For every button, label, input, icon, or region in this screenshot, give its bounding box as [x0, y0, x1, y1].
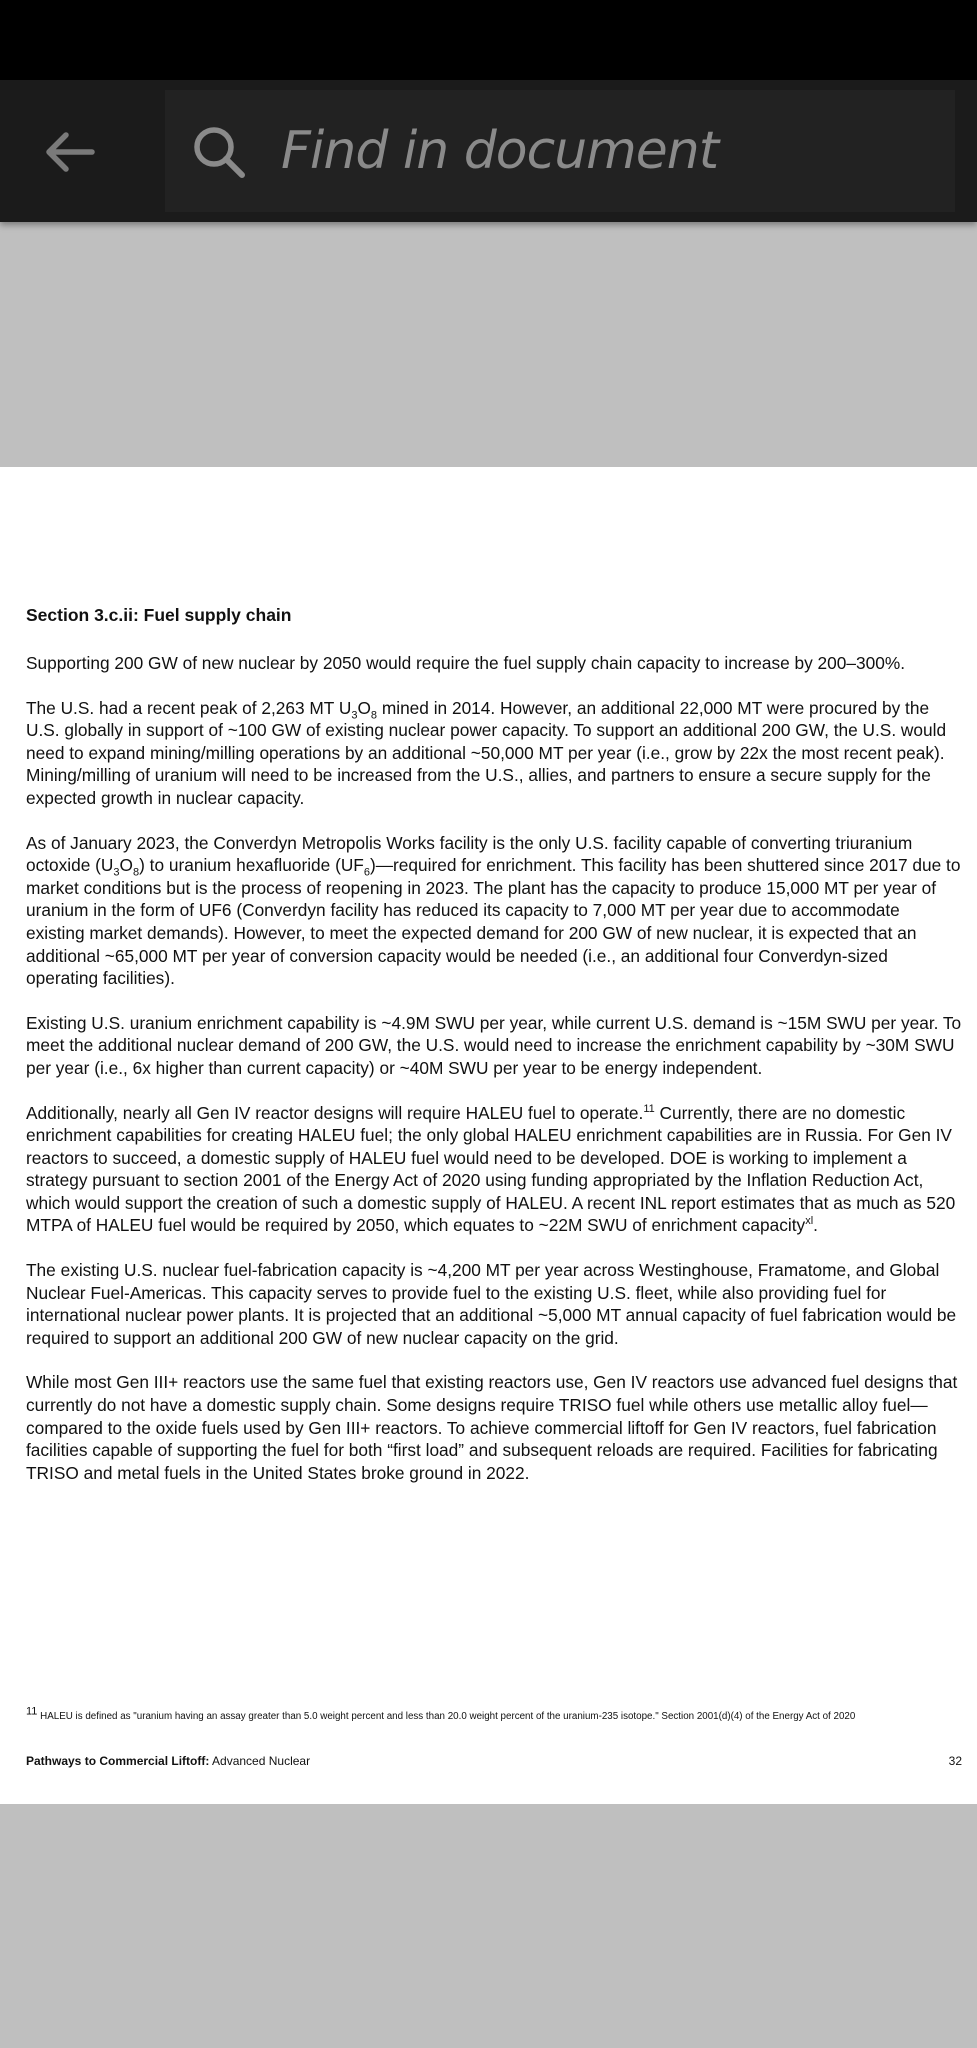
search-box[interactable] [165, 90, 955, 212]
page-number: 32 [948, 1754, 962, 1768]
search-input[interactable] [281, 114, 921, 188]
paragraph-1: Supporting 200 GW of new nuclear by 2050 would require the fuel supply chain capacity to increase by 200–300%. [26, 653, 906, 673]
paragraph-3: As of January 2023, the Converdyn Metropolis Works facility is the only U.S. facility capable of converting triuranium octoxide $(U_3O_8)$ to uranium hexafluoride $(UF_6)—required$ for enrichment. This facility has been shuttered since 2017 due to market conditions but is the process of reopening in 2023. The plant has the capacity to produce 15,000 MT per year of uranium in the form of UF6 (Converdyn facility has reduced its capacity to 7,000 MT per year due to accommodate existing market demands). However, to meet the expected demand for 200 GW of new nuclear, it is expected that an additional ~65,000 MT per year of conversion capacity would be needed (i.e., an additional four Converdyn-sized operating facilities). [26, 832, 961, 989]
endnote-ref[interactable]: xl [805, 1215, 814, 1228]
footnote-ref[interactable]: 11 [643, 1102, 655, 1115]
status-bar [0, 0, 977, 80]
paragraph-7: While most Gen III+ reactors use the same fuel that existing reactors use, Gen IV reactors use advanced fuel designs that currently do not have a domestic supply chain. Some designs require TRISO fuel while others use metallic alloy fuel—compared to the oxide fuels used by Gen III+ reactors. To achieve commercial liftoff for Gen IV reactors, fuel fabrication facilities capable of supporting the fuel for both “first load” and subsequent reloads are required. Facilities for fabricating TRISO and metal fuels in the United States broke ground in 2022. [26, 1372, 958, 1483]
arrow-left-icon [44, 130, 96, 174]
footer-report-title: Pathways to Commercial Liftoff: [26, 1754, 210, 1768]
document-page [0, 467, 977, 1804]
back-button[interactable] [40, 122, 100, 182]
paragraph-6: The existing U.S. nuclear fuel-fabrication capacity is ~4,200 MT per year across Westinghouse, Framatome, and Global Nuclear Fuel-Americas. This capacity serves to provide fuel to the existing U.S. fleet, while also providing fuel for international nuclear power plants. It is projected that an additional ~5,000 MT annual capacity of fuel fabrication would be required to support an additional 200 GW of new nuclear capacity on the grid. [26, 1260, 957, 1348]
magnifier-icon [192, 125, 246, 179]
paragraph-4: Existing U.S. uranium enrichment capability is ~4.9M SWU per year, while current U.S. demand is ~15M SWU per year. To meet the additional nuclear demand of 200 GW, the U.S. would need to increase the enrichment capability by ~30M SWU per year (i.e., 6x higher than current capacity) or ~40M SWU per year to be energy independent. [26, 1012, 962, 1078]
paragraph-2: The U.S. had a recent peak of 2,263 MT $U_3O_8$ mined in 2014. However, an additional 22,000 MT were procured by the U.S. globally in support of ~100 GW of existing nuclear power capacity. To support an additional 200 GW, the U.S. would need to expand mining/milling operations by an additional ~50,000 MT per year (i.e., grow by 22x the most recent peak). Mining/milling of uranium will need to be increased from the U.S., allies, and partners to ensure a secure supply for the expected growth in nuclear capacity. [26, 697, 947, 808]
paragraph-5: Additionally, nearly all Gen IV reactor designs will require HALEU fuel to operate.$^{11}$ Currently, there are no domestic enrichment capabilities for creating HALEU fuel; the only global HALEU enrichment capabilities are in Russia. For Gen IV reactors to succeed, a domestic supply of HALEU fuel would need to be developed. DOE is working to implement a strategy pursuant to section 2001 of the Energy Act of 2020 using funding appropriated by the Inflation Reduction Act, which would support the creation of such a domestic supply of HALEU. A recent INL report estimates that as much as 520 MTPA of HALEU fuel would be required by 2050, which equates to ~22M SWU of enrichment capacity$^{xl}$. [26, 1102, 956, 1236]
page-footer [26, 1754, 962, 1768]
find-toolbar [0, 80, 977, 222]
page-content [26, 605, 962, 1506]
section-title: Section 3.c.ii: Fuel supply chain [26, 605, 292, 625]
footer-report-subtitle: Advanced Nuclear [209, 1754, 311, 1768]
footnote: $^{11}$ HALEU is defined as "uranium having an assay greater than 5.0 weight percent and less than 20.0 weight percent of the uranium-235 isotope." Section 2001(d)(4) of the Energy Act of 2020 [26, 1705, 856, 1722]
